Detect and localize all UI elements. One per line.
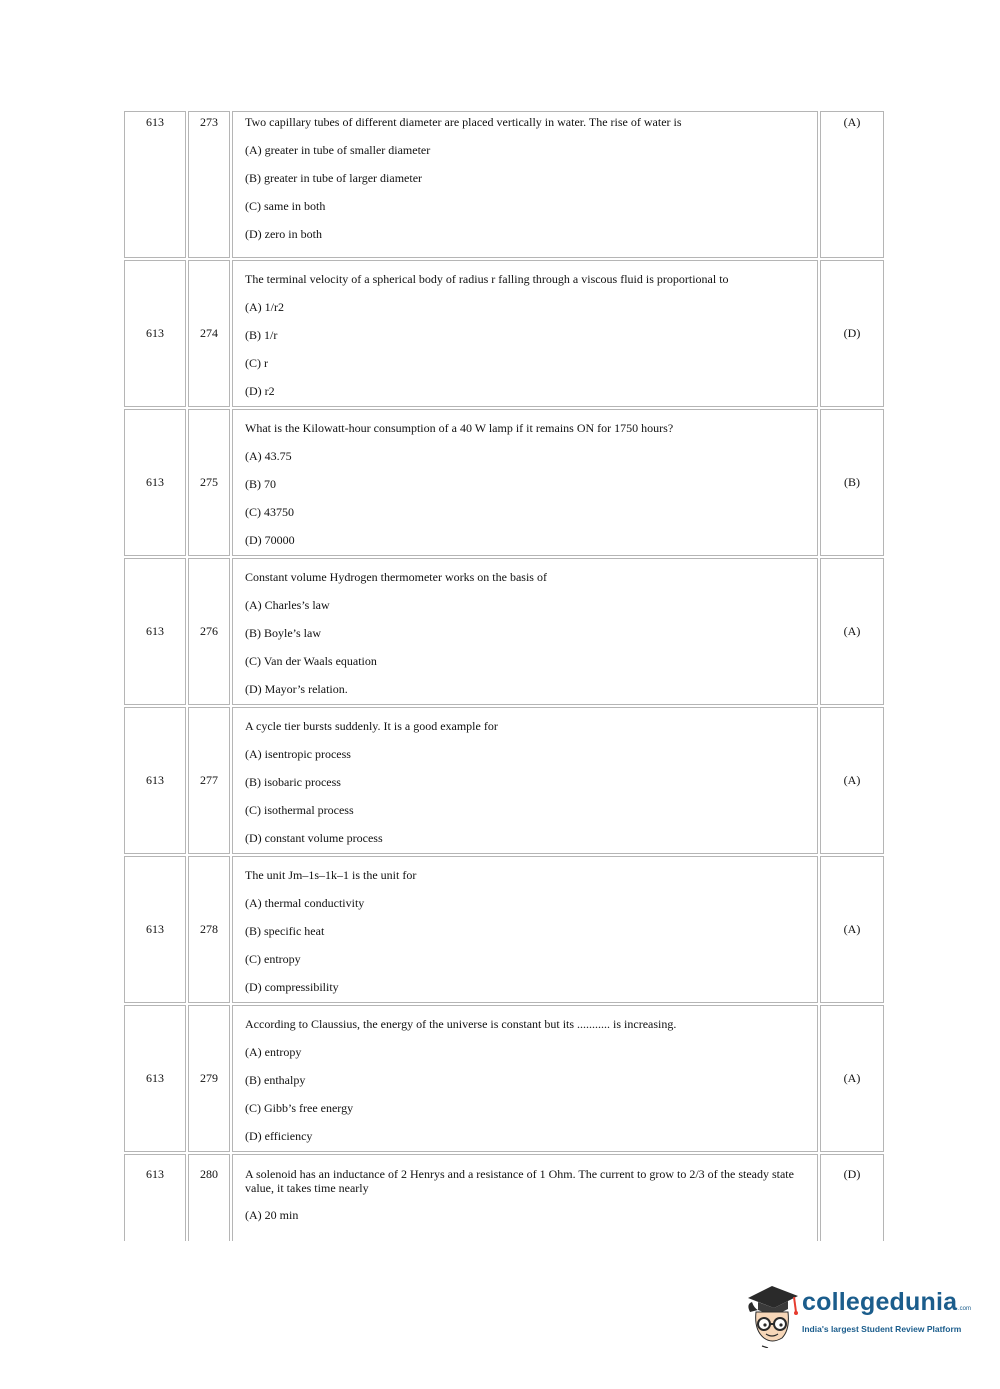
answer-key: (A)	[820, 558, 884, 705]
option-d: (D) Mayor’s relation.	[245, 681, 348, 696]
question-number: 280	[188, 1154, 230, 1242]
question-cell	[232, 111, 818, 258]
question-number: 276	[188, 558, 230, 705]
option-c: (C) entropy	[245, 951, 301, 966]
question-text: What is the Kilowatt-hour consumption of a 40 W lamp if it remains ON for 1750 hours?	[245, 420, 674, 435]
question-row-273	[124, 111, 884, 258]
option-d: (D) efficiency	[245, 1128, 313, 1143]
question-text: The unit Jm–1s–1k–1 is the unit for	[245, 867, 417, 882]
option-b: (B) greater in tube of larger diameter	[245, 171, 423, 185]
option-d: (D) 70000	[245, 532, 295, 547]
question-cell	[232, 260, 818, 407]
option-d: (D) r2	[245, 383, 275, 398]
option-d: (D) compressibility	[245, 979, 339, 994]
question-text: A cycle tier bursts suddenly. It is a good example for	[245, 718, 498, 733]
paper-code: 613	[124, 707, 186, 854]
option-a: (A) greater in tube of smaller diameter	[245, 143, 431, 157]
option-c: (C) Gibb’s free energy	[245, 1100, 354, 1115]
paper-code: 613	[124, 856, 186, 1003]
option-c: (C) Van der Waals equation	[245, 653, 377, 668]
option-b: (B) 70	[245, 476, 276, 491]
question-number: 278	[188, 856, 230, 1003]
option-a: (A) 20 min	[245, 1208, 299, 1222]
question-number: 274	[188, 260, 230, 407]
option-c: (C) 43750	[245, 504, 294, 519]
option-a: (A) Charles’s law	[245, 597, 330, 612]
collegedunia-logo	[742, 1282, 972, 1352]
option-a: (A) thermal conductivity	[245, 895, 365, 910]
option-b: (B) specific heat	[245, 923, 325, 938]
answer-key: (D)	[820, 260, 884, 407]
option-c: (C) r	[245, 355, 268, 370]
option-c: (C) isothermal process	[245, 802, 354, 817]
question-cell	[232, 409, 818, 556]
question-text: According to Claussius, the energy of the universe is constant but its ........... is increasing.	[245, 1016, 677, 1031]
option-b: (B) 1/r	[245, 327, 278, 342]
question-row-274	[124, 260, 884, 407]
option-a: (A) 1/r2	[245, 299, 284, 314]
answer-key: (B)	[820, 409, 884, 556]
mascot-icon	[742, 1282, 802, 1348]
option-b: (B) Boyle’s law	[245, 625, 321, 640]
question-text: The terminal velocity of a spherical body of radius r falling through a viscous fluid is proportional to	[245, 271, 729, 286]
question-cell	[232, 1005, 818, 1152]
question-number: 277	[188, 707, 230, 854]
option-a: (A) isentropic process	[245, 746, 351, 761]
question-cell	[232, 558, 818, 705]
question-number: 275	[188, 409, 230, 556]
question-number: 279	[188, 1005, 230, 1152]
answer-key: (A)	[820, 1005, 884, 1152]
question-text: Two capillary tubes of different diameter are placed vertically in water. The rise of water is	[245, 115, 682, 129]
paper-code: 613	[124, 409, 186, 556]
option-a: (A) entropy	[245, 1044, 302, 1059]
paper-code: 613	[124, 558, 186, 705]
question-row-279	[124, 1005, 884, 1152]
option-a: (A) 43.75	[245, 448, 292, 463]
option-b: (B) enthalpy	[245, 1072, 306, 1087]
answer-key: (A)	[820, 707, 884, 854]
paper-code: 613	[124, 260, 186, 407]
option-d: (D) zero in both	[245, 227, 322, 241]
logo-tagline: India's largest Student Review Platform	[802, 1324, 962, 1334]
answer-key: (A)	[820, 856, 884, 1003]
paper-code: 613	[124, 111, 186, 258]
paper-code: 613	[124, 1154, 186, 1242]
question-row-280	[124, 1154, 884, 1242]
question-row-275	[124, 409, 884, 556]
question-row-276	[124, 558, 884, 705]
option-d: (D) constant volume process	[245, 830, 383, 845]
answer-key: (D)	[820, 1154, 884, 1242]
questions-table	[122, 109, 886, 1244]
question-cell	[232, 707, 818, 854]
question-text: Constant volume Hydrogen thermometer works on the basis of	[245, 569, 547, 584]
paper-code: 613	[124, 1005, 186, 1152]
question-row-278	[124, 856, 884, 1003]
logo-domain-suffix: .com	[958, 1306, 972, 1312]
option-b: (B) isobaric process	[245, 774, 341, 789]
question-row-277	[124, 707, 884, 854]
answer-key: (A)	[820, 111, 884, 258]
question-cell	[232, 1154, 818, 1242]
question-text: A solenoid has an inductance of 2 Henrys and a resistance of 1 Ohm. The current to grow to 2/3 of the steady state value, it takes time nearly	[245, 1167, 794, 1195]
logo-wordmark: collegedunia	[802, 1288, 958, 1316]
question-cell	[232, 856, 818, 1003]
question-number: 273	[188, 111, 230, 258]
option-c: (C) same in both	[245, 199, 326, 213]
